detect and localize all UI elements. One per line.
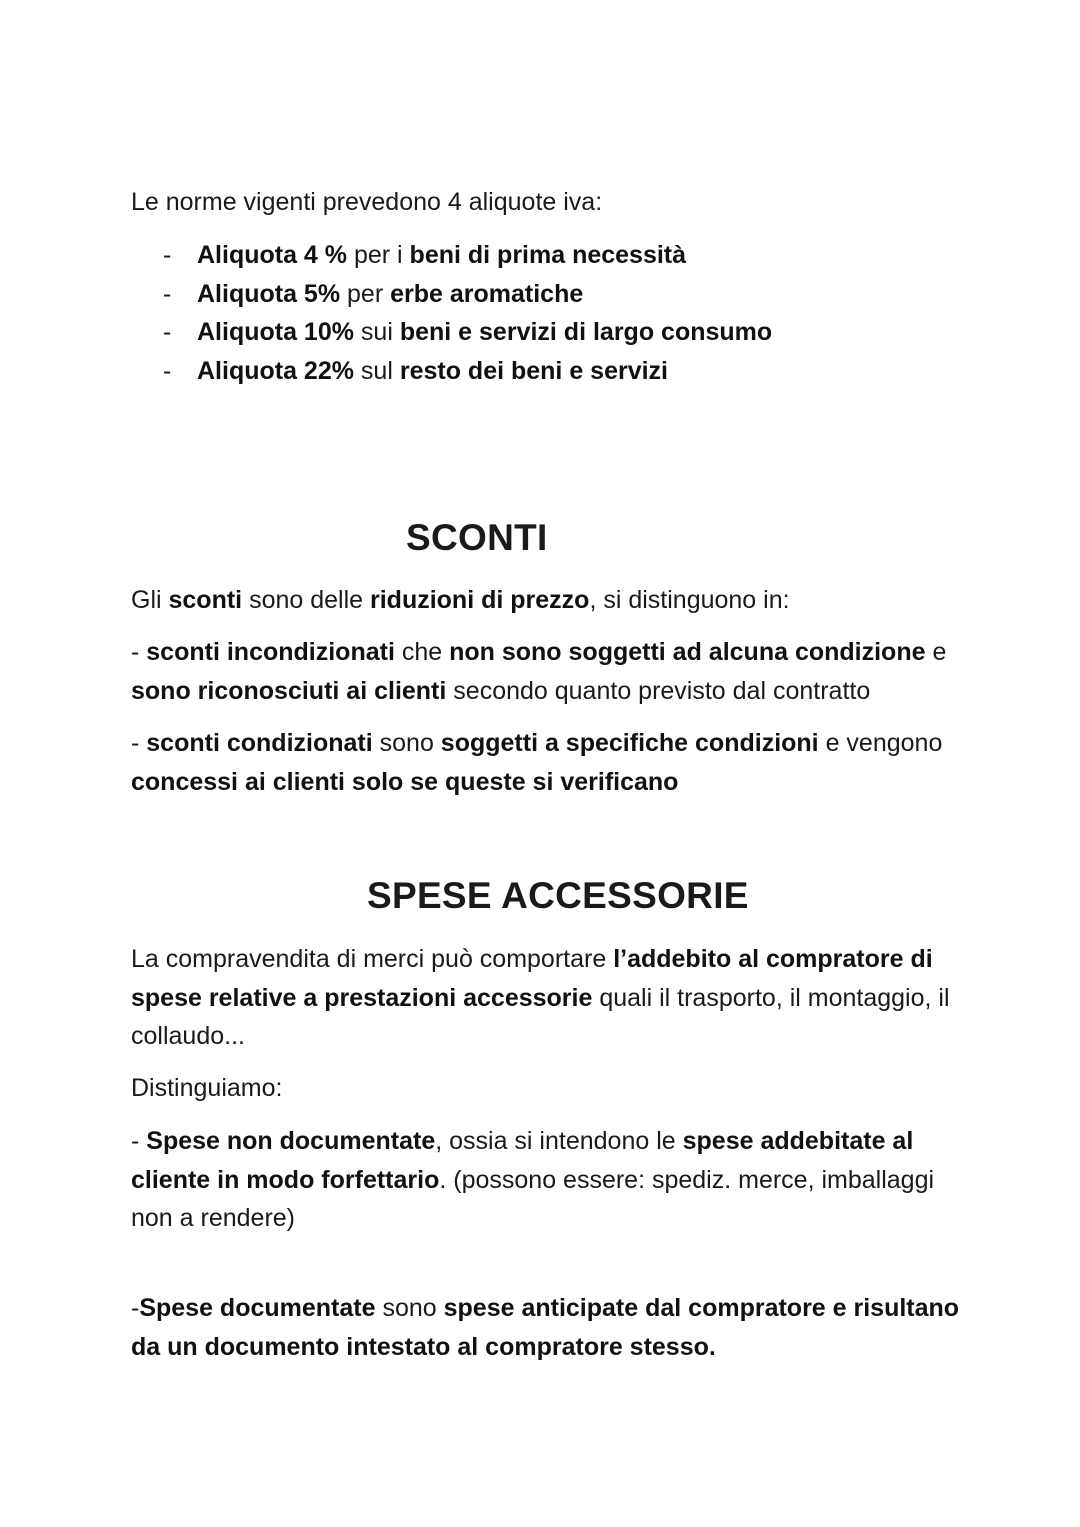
distinguiamo-label: Distinguiamo:: [131, 1074, 283, 1102]
rate-target: beni di prima necessità: [409, 241, 687, 269]
list-item: - Aliquota 5% per erbe aromatiche: [163, 279, 584, 308]
sconti-heading: SCONTI: [406, 517, 548, 558]
spese-accessorie-heading: SPESE ACCESSORIE: [367, 875, 749, 916]
aliquote-list: [163, 236, 772, 390]
sconti-condizionati-paragraph: - sconti condizionati sono soggetti a specifiche condizioni e vengono concessi ai clienti solo se queste si verificano: [131, 729, 943, 796]
spese-intro-paragraph: La compravendita di merci può comportare l’addebito al compratore di spese relative a prestazioni accessorie quali il trasporto, il montaggio, il collaudo...: [131, 945, 950, 1050]
list-item: - Aliquota 10% sui beni e servizi di largo consumo: [163, 318, 773, 346]
rate-target: resto dei beni e servizi: [399, 356, 669, 385]
rate-target: beni e servizi di largo consumo: [399, 318, 773, 346]
list-item: - Aliquota 22% sul resto dei beni e servizi: [163, 356, 669, 385]
spese-non-documentate-paragraph: - Spese non documentate, ossia si intendono le spese addebitate al cliente in modo forfettario. (possono essere: spediz. merce, imballaggi non a rendere): [131, 1127, 935, 1232]
sconti-intro: Gli sconti sono delle riduzioni di prezzo, si distinguono in:: [131, 586, 790, 614]
rate-target: erbe aromatiche: [390, 279, 584, 308]
rate-label: Aliquota 22%: [197, 356, 354, 385]
rate-label: Aliquota 10%: [197, 318, 354, 346]
spese-documentate-paragraph: -Spese documentate sono spese anticipate dal compratore e risultano da un documento intestato al compratore stesso.: [131, 1294, 960, 1361]
rate-label: Aliquota 5%: [197, 279, 341, 308]
aliquote-intro: Le norme vigenti prevedono 4 aliquote iva:: [131, 188, 603, 216]
sconti-incondizionati-paragraph: - sconti incondizionati che non sono soggetti ad alcuna condizione e sono riconosciuti ai clienti secondo quanto previsto dal contratto: [131, 638, 947, 705]
list-item: - Aliquota 4 % per i beni di prima necessità: [163, 241, 687, 269]
rate-label: Aliquota 4 %: [197, 241, 348, 269]
